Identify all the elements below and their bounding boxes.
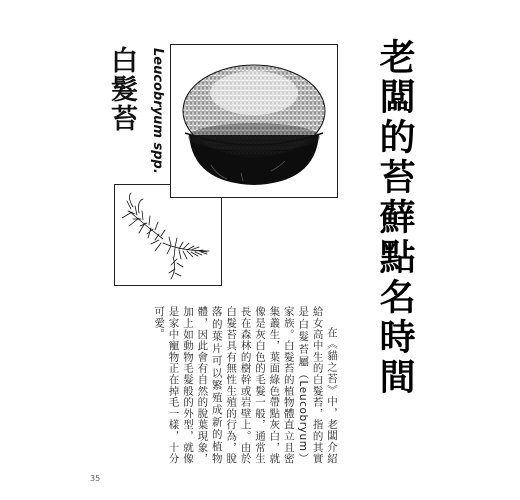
body-paragraph: 在《貓之苔》中，老闆介紹給女高中生的白髮苔，指的其實是白髮苔屬（Leucobryum）家族。白髮苔的植物體直立且密集叢生，葉面綠色帶點灰白，就像是灰白色的毛髮一般，通常生長在森林的樹幹或岩壁上。由於白髮苔具有無性生殖的行為，脫落的葉片可以繁殖成新的植物體，因此會有自然的脫葉現象，加上如動物毛髮般的外型，就像是家中寵物正在掉毛一樣，十分可愛。: [153, 306, 338, 464]
moss-sprig-illustration-frame: [114, 184, 222, 286]
body-text-column: [153, 306, 339, 464]
moss-sprig-icon: [115, 185, 221, 285]
moss-cushion-illustration-frame: [170, 44, 338, 198]
plant-latin-name: Leucobryum spp.: [150, 48, 165, 174]
page-number: 35: [90, 474, 101, 483]
page-title: 老闆的苔蘚點名時間: [374, 38, 416, 398]
moss-cushion-icon: [171, 45, 337, 197]
plant-name: 白髮苔: [106, 46, 137, 133]
